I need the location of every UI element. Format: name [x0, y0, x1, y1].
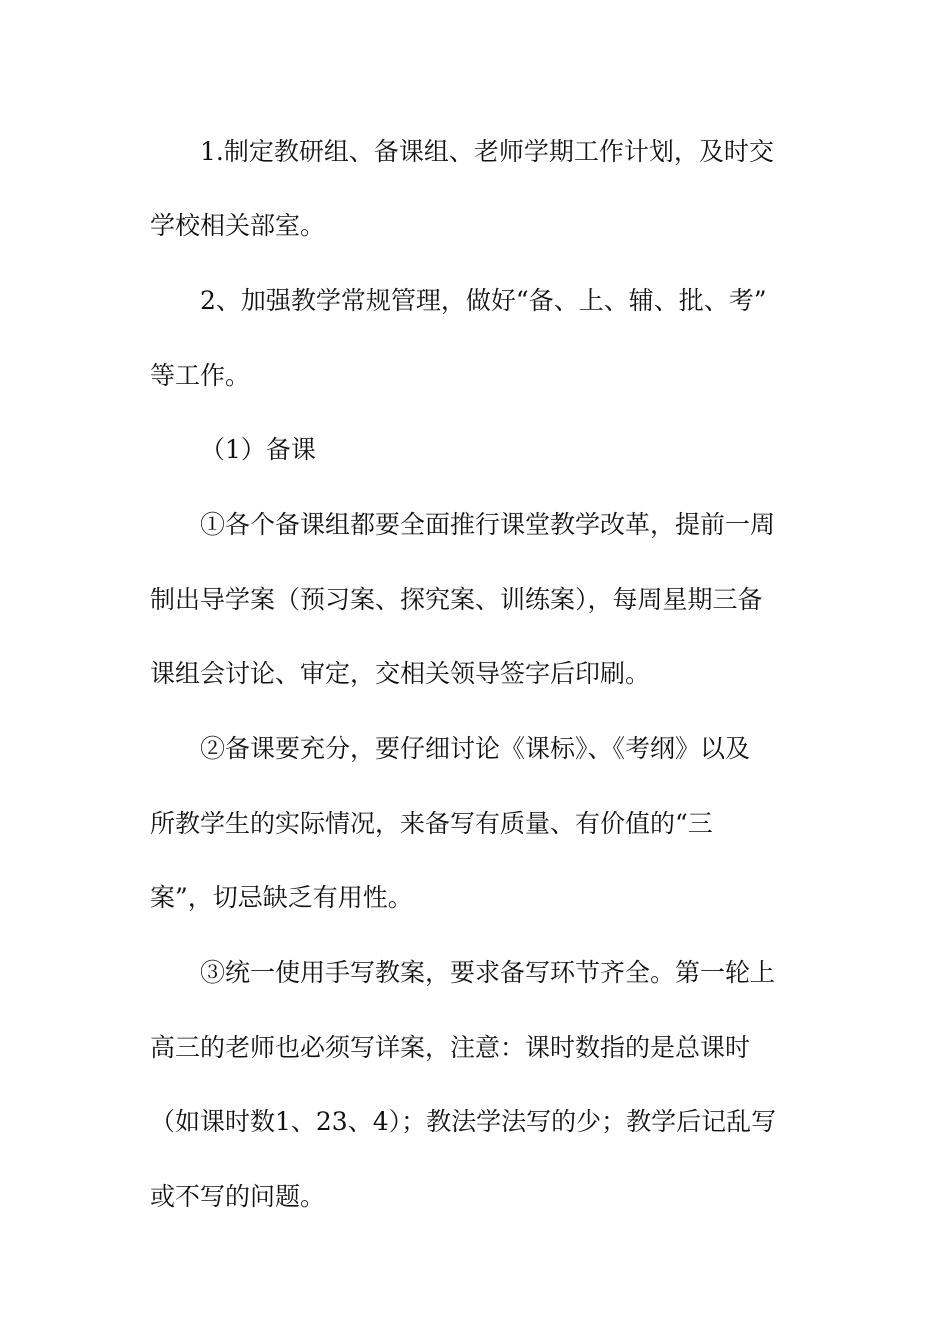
item-1-line-2: 制出导学案（预习案、探究案、训练案），每周星期三备 [150, 585, 763, 614]
paragraph-2-line-2: 等工作。 [150, 361, 251, 390]
item-3-line-1: ③统一使用手写教案，要求备写环节齐全。第一轮上 [200, 958, 776, 987]
section-heading-prep: （1）备课 [200, 435, 316, 464]
item-2-line-2: 所教学生的实际情况，来备写有质量、有价值的“三 [150, 809, 713, 838]
paragraph-2-line-1: 2、加强教学常规管理，做好“备、上、辅、批、考” [200, 286, 767, 315]
item-3-line-3: （如课时数1、23、4）；教法学法写的少；教学后记乱写 [150, 1107, 777, 1136]
item-1-line-1: ①各个备课组都要全面推行课堂教学改革，提前一周 [200, 510, 776, 539]
item-2-line-3: 案”，切忌缺乏有用性。 [150, 883, 413, 912]
item-3-line-2: 高三的老师也必须写详案，注意：课时数指的是总课时 [150, 1033, 751, 1062]
paragraph-1-line-1: 1.制定教研组、备课组、老师学期工作计划，及时交 [200, 137, 774, 166]
item-2-line-1: ②备课要充分，要仔细讨论《课标》、《考纲》以及 [200, 734, 751, 763]
paragraph-1-line-2: 学校相关部室。 [150, 211, 326, 240]
item-1-line-3: 课组会讨论、审定，交相关领导签字后印刷。 [150, 659, 651, 688]
item-3-line-4: 或不写的问题。 [150, 1182, 326, 1211]
